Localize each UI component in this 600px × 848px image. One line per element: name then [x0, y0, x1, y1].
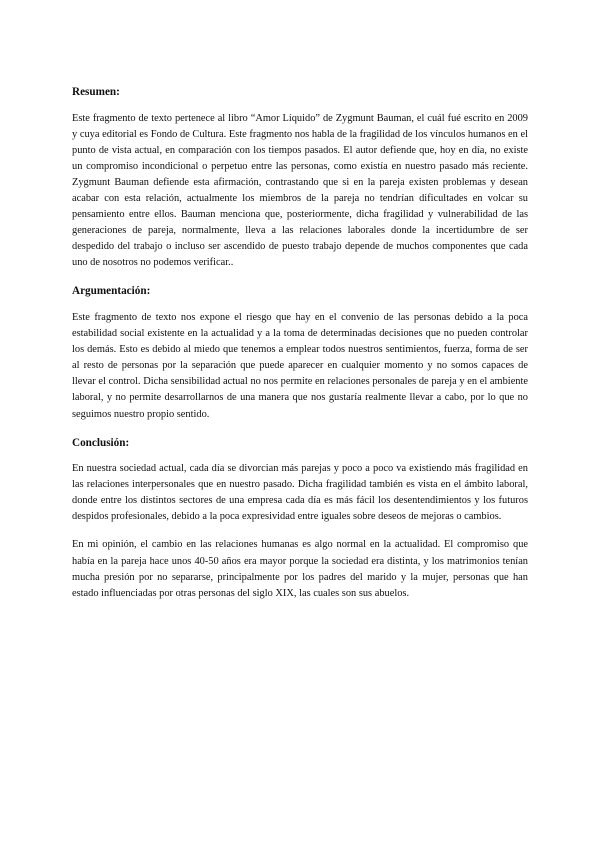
- paragraph-conclusion-1: En nuestra sociedad actual, cada día se divorcian más parejas y poco a poco va existiendo más fragilidad en las relaciones interpersonales que en nuestro pasado. Dicha fragilidad también es vista en el ámbito laboral, donde entre los distintos sectores de una empresa cada día es más fácil los desentendimientos y los futuros despidos profesionales, debido a la poca expresividad entre iguales sobre deseos de mejoras o cambios.: [72, 463, 528, 523]
- paragraph-conclusion-2: En mi opinión, el cambio en las relaciones humanas es algo normal en la actualidad. El compromiso que había en la pareja hace unos 40-50 años era mayor porque la sociedad era distinta, y los matrimonios tenían mucha presión por no separarse, principalmente por los padres del marido y la mujer, personas que han estado influenciadas por otras personas del siglo XIX, las cuales son sus abuelos.: [72, 539, 528, 599]
- section-heading-argumentacion: Argumentación:: [72, 285, 151, 298]
- paragraph-argumentacion: Este fragmento de texto nos expone el riesgo que hay en el convenio de las personas debido a la poca estabilidad social existente en la actualidad y a la toma de determinadas decisiones que no pueden controlar los demás. Esto es debido al miedo que tenemos a emplear todos nuestros sentimientos, fuerza, forma de ser al resto de personas por la separación que puede aparecer en cualquier momento y no somos capaces de llevar el control. Dicha sensibilidad actual no nos permite en relaciones personales de pareja y en el ambiente laboral, y no permite desarrollarnos de una manera que nos gustaría realmente llevar a cabo, por lo que no seguimos nuestro propio sentido.: [72, 311, 528, 420]
- section-heading-conclusion: Conclusión:: [72, 436, 130, 449]
- section-heading-resumen: Resumen:: [72, 86, 120, 98]
- paragraph-resumen: Este fragmento de texto pertenece al libro “Amor Líquido” de Zygmunt Bauman, el cuál fué escrito en 2009 y cuya editorial es Fondo de Cultura. Este fragmento nos habla de la fragilidad de los vínculos humanos en el punto de vista actual, en comparación con los tiempos pasados. El autor defiende que, hoy en día, no existe un compromiso incondicional o perpetuo entre las personas, como existía en nuestro pasado más reciente. Zygmunt Bauman defiende esta afirmación, contrastando que si en la pareja existen problemas y desean acabar con esta relación, actualmente los miembros de la pareja no tendrían dificultades en volcar su pensamiento entre ellos. Bauman menciona que, posteriormente, dicha fragilidad y vulnerabilidad de las generaciones de pareja, normalmente, lleva a las relaciones laborales donde la incertidumbre de ser despedido del trabajo o incluso ser ascendido de puesto trabajo depende de muchos componentes que cada uno de nosotros no podemos verificar..: [72, 112, 528, 269]
- document-page: [72, 84, 528, 614]
